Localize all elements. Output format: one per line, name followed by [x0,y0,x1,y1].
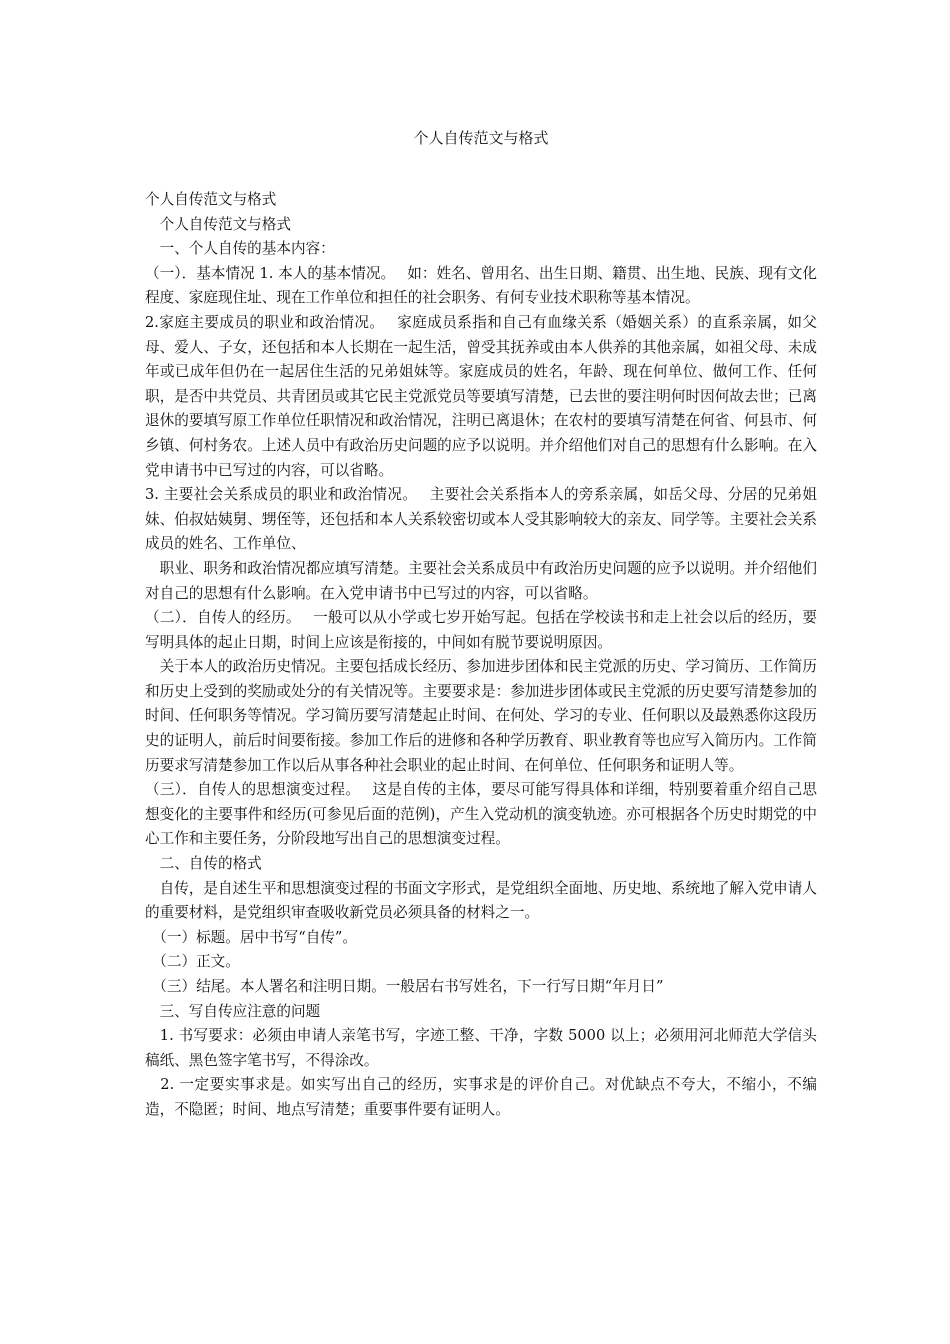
section-heading-notes: 三、写自传应注意的问题 [145,1002,321,1020]
paragraph-basic-info: （一）．基本情况 1. 本人的基本情况。 如：姓名、曾用名、出生日期、籍贯、出生地、民族、现有文化程度、家庭现住址、现在工作单位和担任的社会职务、有何专业技术职称等基本情况。 [145,264,817,307]
document-page [145,126,817,1123]
section-heading-basic-content: 一、个人自传的基本内容： [145,240,335,258]
paragraph-format-ending: （三）结尾。本人署名和注明日期。一般居右书写姓名，下一行写日期“年月日” [145,978,664,995]
paragraph-format-body: （二）正文。 [145,953,240,971]
paragraph-heading-repeat-indented: 个人自传范文与格式 [145,215,291,233]
paragraph-format-title: （一）标题。居中书写“自传”。 [145,928,357,946]
document-body [145,188,817,1123]
section-heading-format: 二、自传的格式 [145,855,262,873]
document-title: 个人自传范文与格式 [413,129,549,147]
paragraph-format-definition: 自传，是自述生平和思想演变过程的书面文字形式，是党组织全面地、历史地、系统地了解入党申请人的重要材料，是党组织审查吸收新党员必须具备的材料之一。 [145,879,817,922]
paragraph-political-history: 关于本人的政治历史情况。主要包括成长经历、参加进步团体和民主党派的历史、学习简历、工作简历和历史上受到的奖励或处分的有关情况等。主要要求是：参加进步团体或民主党派的历史要写清楚参加的时间、任何职务等情况。学习简历要写清楚起止时间、在何处、学习的专业、任何职以及最熟悉你这段历史的证明人，前后时间要衔接。参加工作后的进修和各种学历教育、职业教育等也应写入简历内。工作简历要求写清楚参加工作以后从事各种社会职业的起止时间、在何单位、任何职务和证明人等。 [145,658,817,774]
paragraph-social-relations-continued: 职业、职务和政治情况都应填写清楚。主要社会关系成员中有政治历史问题的应予以说明。并介绍他们对自己的思想有什么影响。在入党申请书中已写过的内容，可以省略。 [145,559,817,602]
paragraph-family-members: 2.家庭主要成员的职业和政治情况。 家庭成员系指和自己有血缘关系（婚姻关系）的直系亲属，如父母、爱人、子女，还包括和本人长期在一起生活，曾受其抚养或由本人供养的其他亲属，如祖父母、未成年或已成年但仍在一起居住生活的兄弟姐妹等。家庭成员的姓名，年龄、现在何单位、做何工作、任何职，是否中共党员、共青团员或其它民主党派党员等要填写清楚，已去世的要注明何时因何故去世；已离退休的要填写原工作单位任职情况和政治情况，注明已离退休；在农村的要填写清楚在何省、何县市、何乡镇、何村务农。上述人员中有政治历史问题的应予以说明。并介绍他们对自己的思想有什么影响。在入党申请书中已写过的内容，可以省略。 [145,313,817,479]
paragraph-note-truthfulness: 2. 一定要实事求是。如实写出自己的经历，实事求是的评价自己。对优缺点不夸大，不缩小，不编造，不隐匿；时间、地点写清楚；重要事件要有证明人。 [145,1076,817,1118]
paragraph-social-relations: 3. 主要社会关系成员的职业和政治情况。 主要社会关系指本人的旁系亲属，如岳父母、分居的兄弟姐妹、伯叔姑姨舅、甥侄等，还包括和本人关系较密切或本人受其影响较大的亲友、同学等。主要社会关系成员的姓名、工作单位、 [145,486,817,553]
paragraph-heading-repeat: 个人自传范文与格式 [145,191,277,208]
paragraph-note-writing-requirements: 1. 书写要求：必须由申请人亲笔书写，字迹工整、干净，字数 5000 以上；必须用河北师范大学信头稿纸、黑色签字笔书写，不得涂改。 [145,1027,817,1069]
paragraph-personal-history: （二）．自传人的经历。 一般可以从小学或七岁开始写起。包括在学校读书和走上社会以后的经历，要写明具体的起止日期，时间上应该是衔接的，中间如有脱节要说明原因。 [145,609,817,651]
paragraph-thought-evolution: （三）．自传人的思想演变过程。 这是自传的主体，要尽可能写得具体和详细，特别要着重介绍自己思想变化的主要事件和经历(可参见后面的范例)，产生入党动机的演变轨迹。亦可根据各个历史时期党的中心工作和主要任务，分阶段地写出自己的思想演变过程。 [145,781,817,848]
